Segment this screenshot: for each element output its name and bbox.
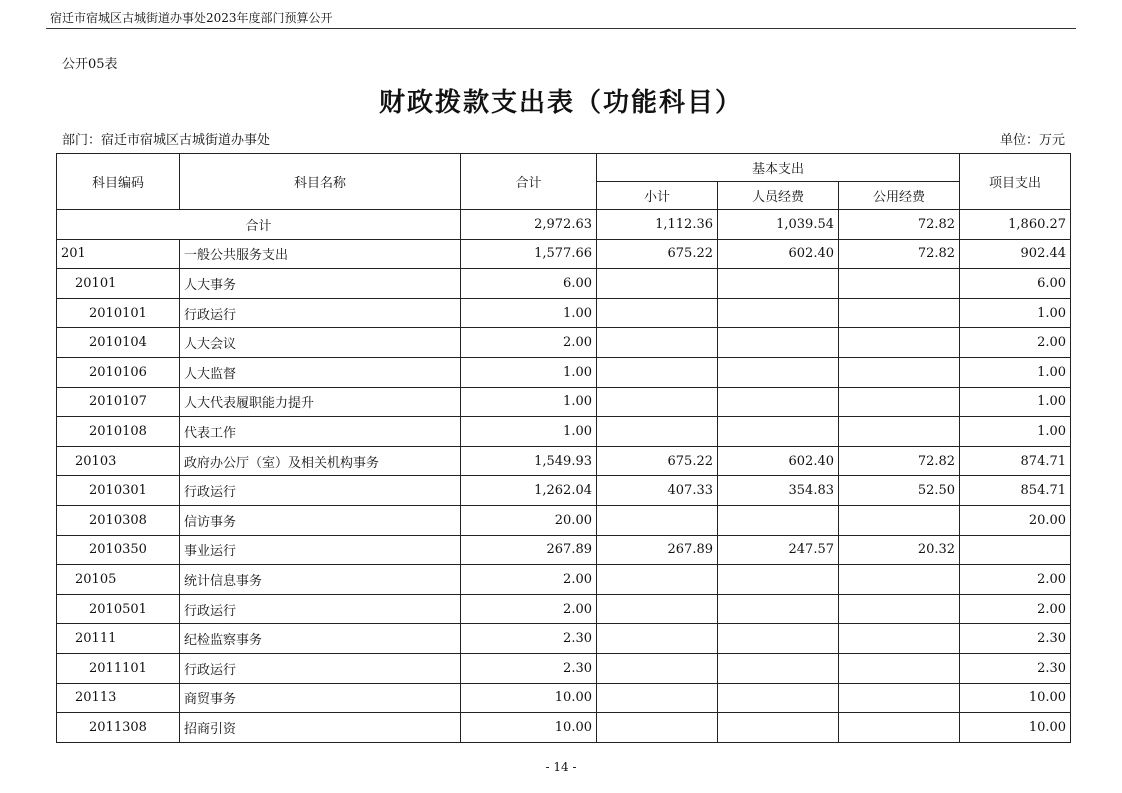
table-row	[57, 594, 1071, 624]
cell-code: 2010104	[57, 328, 180, 358]
header-subtotal: 小计	[597, 182, 718, 210]
header-rule	[46, 28, 1076, 29]
cell-code: 2011308	[57, 713, 180, 743]
cell-public	[839, 653, 960, 683]
table-row	[57, 476, 1071, 506]
cell-total: 2.30	[461, 624, 597, 654]
cell-total: 10.00	[461, 713, 597, 743]
cell-personnel	[718, 269, 839, 299]
cell-personnel	[718, 357, 839, 387]
cell-project: 2.00	[960, 594, 1071, 624]
cell-code: 201	[57, 239, 180, 269]
cell-subtotal	[597, 505, 718, 535]
cell-name: 商贸事务	[180, 683, 461, 713]
cell-personnel	[718, 683, 839, 713]
cell-total: 1,577.66	[461, 239, 597, 269]
total-project: 1,860.27	[960, 210, 1071, 240]
table-row	[57, 269, 1071, 299]
cell-personnel	[718, 653, 839, 683]
cell-total: 2.30	[461, 653, 597, 683]
cell-public	[839, 328, 960, 358]
cell-code: 2011101	[57, 653, 180, 683]
table-row	[57, 535, 1071, 565]
cell-name: 行政运行	[180, 653, 461, 683]
cell-total: 267.89	[461, 535, 597, 565]
form-number: 公开05表	[62, 57, 118, 72]
page-title: 财政拨款支出表（功能科目）	[378, 88, 743, 118]
cell-total: 10.00	[461, 683, 597, 713]
cell-code: 20111	[57, 624, 180, 654]
cell-total: 2.00	[461, 328, 597, 358]
cell-name: 统计信息事务	[180, 565, 461, 595]
unit-label: 单位：万元	[999, 133, 1065, 148]
cell-code: 20113	[57, 683, 180, 713]
cell-public	[839, 387, 960, 417]
header-name: 科目名称	[180, 154, 461, 210]
cell-name: 人大监督	[180, 357, 461, 387]
cell-code: 20103	[57, 446, 180, 476]
cell-code: 20101	[57, 269, 180, 299]
cell-public	[839, 357, 960, 387]
cell-public: 20.32	[839, 535, 960, 565]
cell-name: 信访事务	[180, 505, 461, 535]
cell-personnel	[718, 505, 839, 535]
cell-name: 纪检监察事务	[180, 624, 461, 654]
cell-name: 事业运行	[180, 535, 461, 565]
table-row	[57, 653, 1071, 683]
total-subtotal: 1,112.36	[597, 210, 718, 240]
cell-project: 1.00	[960, 417, 1071, 447]
cell-subtotal: 267.89	[597, 535, 718, 565]
cell-subtotal: 675.22	[597, 446, 718, 476]
cell-public	[839, 683, 960, 713]
cell-project	[960, 535, 1071, 565]
cell-personnel	[718, 624, 839, 654]
cell-public	[839, 298, 960, 328]
cell-total: 1,262.04	[461, 476, 597, 506]
cell-code: 2010107	[57, 387, 180, 417]
cell-public	[839, 565, 960, 595]
table-row	[57, 683, 1071, 713]
header-personnel: 人员经费	[718, 182, 839, 210]
table-row	[57, 298, 1071, 328]
cell-total: 1,549.93	[461, 446, 597, 476]
cell-subtotal	[597, 357, 718, 387]
cell-name: 招商引资	[180, 713, 461, 743]
cell-subtotal	[597, 565, 718, 595]
cell-name: 行政运行	[180, 476, 461, 506]
table-row	[57, 357, 1071, 387]
cell-name: 行政运行	[180, 594, 461, 624]
cell-code: 2010106	[57, 357, 180, 387]
cell-project: 2.00	[960, 328, 1071, 358]
table-row	[57, 387, 1071, 417]
cell-public	[839, 505, 960, 535]
expenditure-table	[56, 153, 1071, 743]
total-row	[57, 210, 1071, 240]
header-public: 公用经费	[839, 182, 960, 210]
table-row	[57, 446, 1071, 476]
cell-subtotal	[597, 417, 718, 447]
cell-project: 10.00	[960, 713, 1071, 743]
cell-personnel: 247.57	[718, 535, 839, 565]
table-row	[57, 624, 1071, 654]
table-row	[57, 713, 1071, 743]
cell-public: 72.82	[839, 239, 960, 269]
cell-total: 2.00	[461, 594, 597, 624]
cell-project: 874.71	[960, 446, 1071, 476]
cell-public: 52.50	[839, 476, 960, 506]
cell-project: 1.00	[960, 357, 1071, 387]
running-header: 宿迁市宿城区古城街道办事处2023年度部门预算公开	[50, 11, 333, 25]
cell-personnel	[718, 565, 839, 595]
cell-personnel: 354.83	[718, 476, 839, 506]
cell-project: 6.00	[960, 269, 1071, 299]
cell-personnel	[718, 387, 839, 417]
cell-personnel: 602.40	[718, 446, 839, 476]
cell-name: 人大会议	[180, 328, 461, 358]
cell-project: 20.00	[960, 505, 1071, 535]
table-row	[57, 505, 1071, 535]
header-total: 合计	[461, 154, 597, 210]
cell-subtotal	[597, 387, 718, 417]
table-row	[57, 239, 1071, 269]
cell-project: 10.00	[960, 683, 1071, 713]
table-row	[57, 565, 1071, 595]
cell-public	[839, 713, 960, 743]
cell-total: 1.00	[461, 298, 597, 328]
cell-total: 1.00	[461, 387, 597, 417]
cell-personnel	[718, 298, 839, 328]
table-row	[57, 328, 1071, 358]
cell-personnel	[718, 328, 839, 358]
cell-public	[839, 594, 960, 624]
cell-code: 20105	[57, 565, 180, 595]
total-total: 2,972.63	[461, 210, 597, 240]
cell-name: 一般公共服务支出	[180, 239, 461, 269]
header-project: 项目支出	[960, 154, 1071, 210]
cell-personnel: 602.40	[718, 239, 839, 269]
cell-personnel	[718, 594, 839, 624]
total-personnel: 1,039.54	[718, 210, 839, 240]
cell-subtotal	[597, 594, 718, 624]
cell-subtotal	[597, 269, 718, 299]
cell-subtotal	[597, 653, 718, 683]
cell-project: 2.30	[960, 653, 1071, 683]
page-number: - 14 -	[545, 760, 577, 774]
cell-subtotal	[597, 713, 718, 743]
cell-project: 902.44	[960, 239, 1071, 269]
cell-project: 854.71	[960, 476, 1071, 506]
cell-name: 政府办公厅（室）及相关机构事务	[180, 446, 461, 476]
cell-total: 2.00	[461, 565, 597, 595]
cell-project: 2.00	[960, 565, 1071, 595]
cell-subtotal	[597, 683, 718, 713]
cell-public: 72.82	[839, 446, 960, 476]
cell-name: 人大代表履职能力提升	[180, 387, 461, 417]
cell-code: 2010501	[57, 594, 180, 624]
cell-subtotal: 675.22	[597, 239, 718, 269]
cell-code: 2010108	[57, 417, 180, 447]
cell-subtotal: 407.33	[597, 476, 718, 506]
cell-code: 2010301	[57, 476, 180, 506]
cell-code: 2010350	[57, 535, 180, 565]
cell-total: 1.00	[461, 357, 597, 387]
cell-public	[839, 624, 960, 654]
cell-personnel	[718, 417, 839, 447]
cell-subtotal	[597, 624, 718, 654]
cell-total: 1.00	[461, 417, 597, 447]
cell-project: 1.00	[960, 387, 1071, 417]
cell-total: 6.00	[461, 269, 597, 299]
table-row	[57, 417, 1071, 447]
cell-name: 代表工作	[180, 417, 461, 447]
header-code: 科目编码	[57, 154, 180, 210]
total-label: 合计	[57, 210, 461, 240]
cell-subtotal	[597, 298, 718, 328]
cell-public	[839, 417, 960, 447]
cell-total: 20.00	[461, 505, 597, 535]
cell-project: 1.00	[960, 298, 1071, 328]
department-label: 部门：宿迁市宿城区古城街道办事处	[62, 133, 271, 148]
cell-code: 2010308	[57, 505, 180, 535]
header-basic: 基本支出	[597, 154, 960, 182]
cell-code: 2010101	[57, 298, 180, 328]
cell-name: 行政运行	[180, 298, 461, 328]
total-public: 72.82	[839, 210, 960, 240]
cell-project: 2.30	[960, 624, 1071, 654]
cell-personnel	[718, 713, 839, 743]
cell-subtotal	[597, 328, 718, 358]
cell-public	[839, 269, 960, 299]
cell-name: 人大事务	[180, 269, 461, 299]
